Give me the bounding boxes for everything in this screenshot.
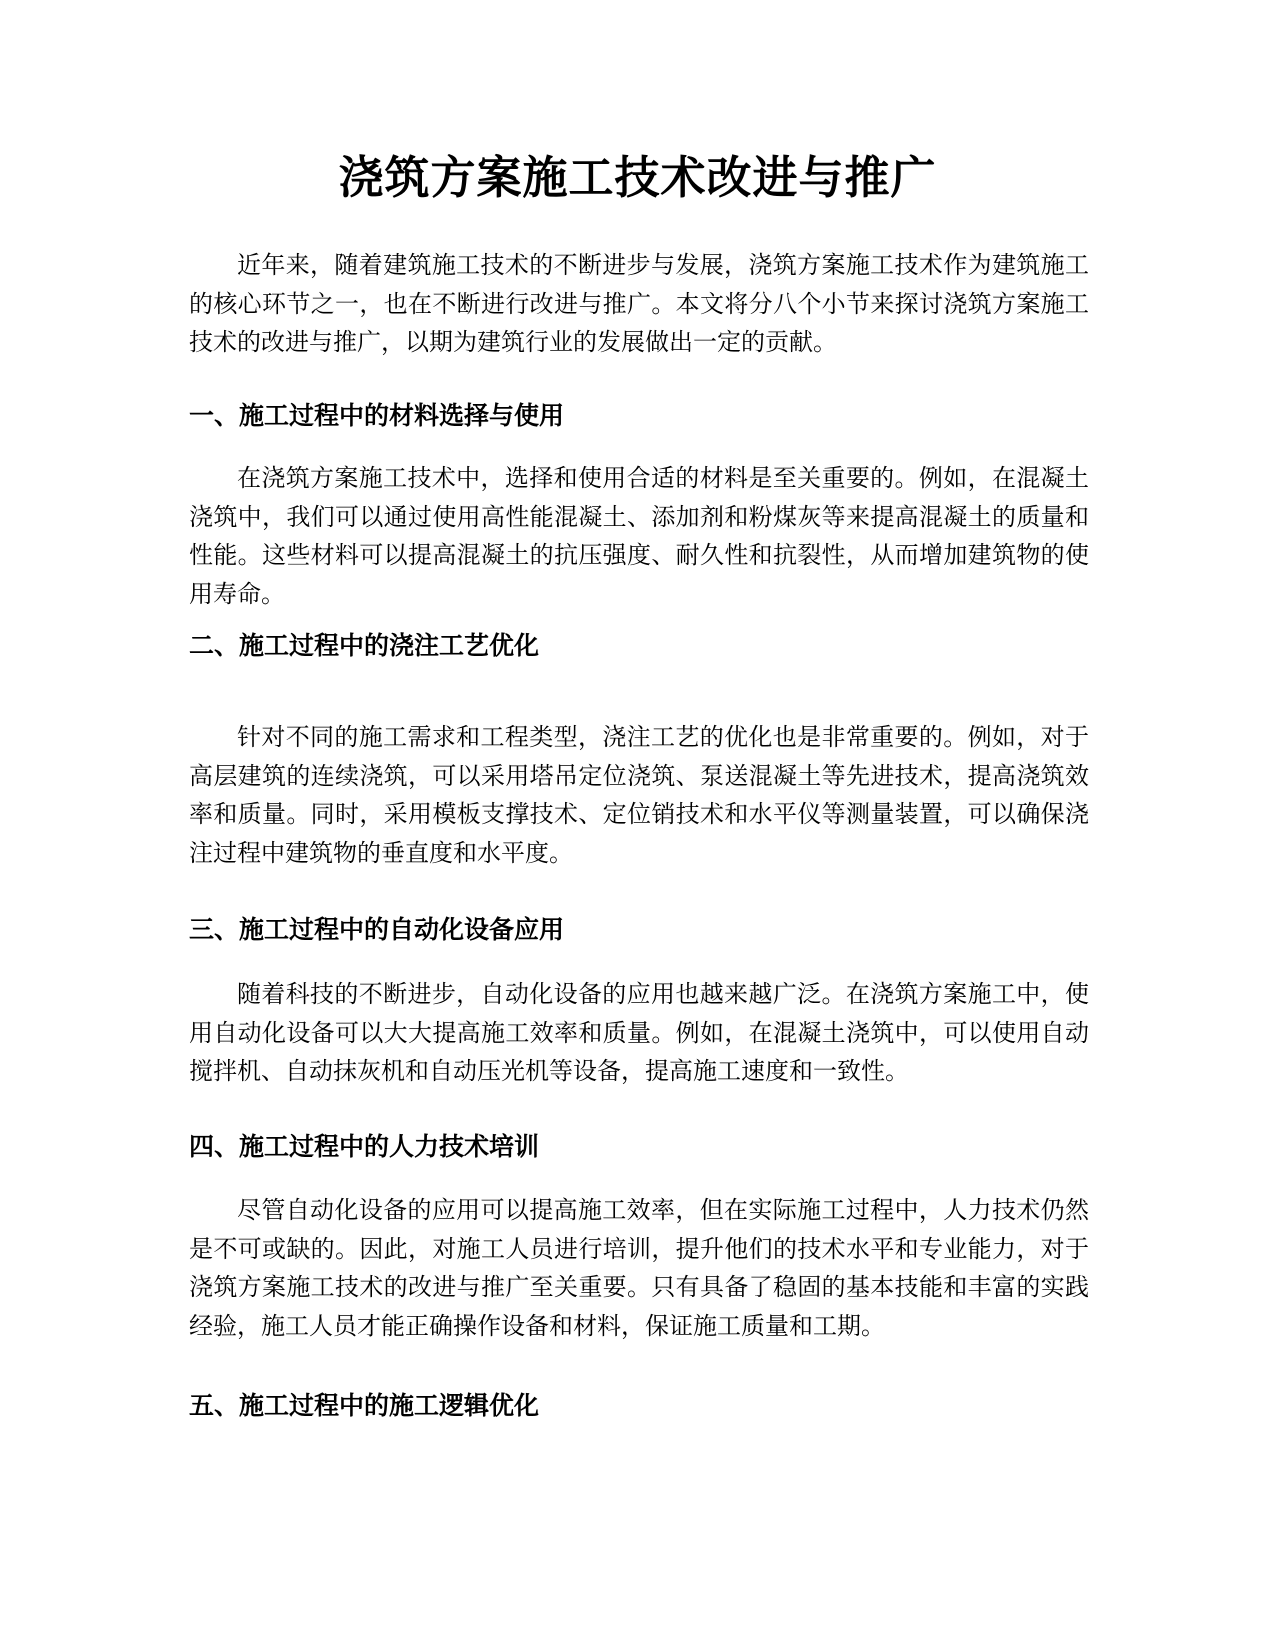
section-body-3: 随着科技的不断进步，自动化设备的应用也越来越广泛。在浇筑方案施工中，使用自动化设备可以大大提高施工效率和质量。例如，在混凝土浇筑中，可以使用自动搅拌机、自动抹灰机和自动压光机等设备，提高施工速度和一致性。	[189, 980, 1089, 1086]
section-body-1: 在浇筑方案施工技术中，选择和使用合适的材料是至关重要的。例如，在混凝土浇筑中，我们可以通过使用高性能混凝土、添加剂和粉煤灰等来提高混凝土的质量和性能。这些材料可以提高混凝土的抗压强度、耐久性和抗裂性，从而增加建筑物的使用寿命。	[189, 464, 1089, 609]
section-body-2: 针对不同的施工需求和工程类型，浇注工艺的优化也是非常重要的。例如，对于高层建筑的连续浇筑，可以采用塔吊定位浇筑、泵送混凝土等先进技术，提高浇筑效率和质量。同时，采用模板支撑技术、定位销技术和水平仪等测量装置，可以确保浇注过程中建筑物的垂直度和水平度。	[189, 723, 1089, 868]
intro-paragraph: 近年来，随着建筑施工技术的不断进步与发展，浇筑方案施工技术作为建筑施工的核心环节之一，也在不断进行改进与推广。本文将分八个小节来探讨浇筑方案施工技术的改进与推广，以期为建筑行业的发展做出一定的贡献。	[189, 251, 1089, 357]
section-heading-1: 一、施工过程中的材料选择与使用	[189, 401, 565, 430]
section-heading-5: 五、施工过程中的施工逻辑优化	[189, 1391, 540, 1420]
section-body-4: 尽管自动化设备的应用可以提高施工效率，但在实际施工过程中，人力技术仍然是不可或缺的。因此，对施工人员进行培训，提升他们的技术水平和专业能力，对于浇筑方案施工技术的改进与推广至关重要。只有具备了稳固的基本技能和丰富的实践经验，施工人员才能正确操作设备和材料，保证施工质量和工期。	[189, 1196, 1089, 1341]
section-heading-2: 二、施工过程中的浇注工艺优化	[189, 631, 540, 660]
document-title: 浇筑方案施工技术改进与推广	[338, 151, 937, 204]
section-heading-4: 四、施工过程中的人力技术培训	[189, 1132, 540, 1161]
section-heading-3: 三、施工过程中的自动化设备应用	[189, 915, 565, 944]
